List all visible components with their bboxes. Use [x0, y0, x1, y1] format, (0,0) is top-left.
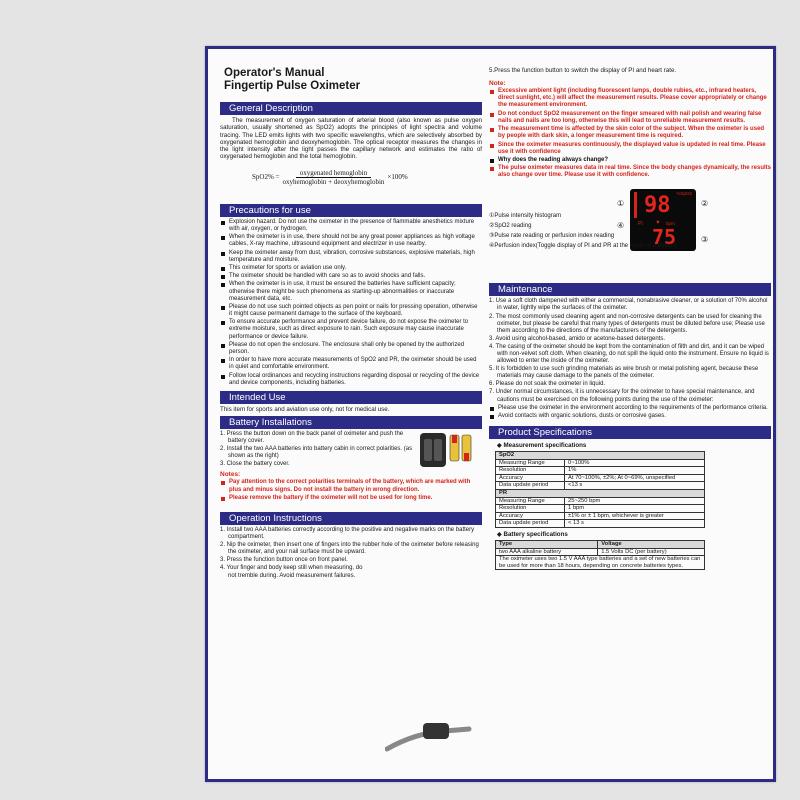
- pr-value: 75: [652, 225, 677, 250]
- table-row: [496, 467, 705, 475]
- table-cell: Data update period: [496, 482, 565, 490]
- table-cell: ±1% or ± 1 bpm, whichever is greater: [564, 512, 704, 520]
- title-line-1: Operator's Manual: [224, 67, 325, 79]
- list-item: The oximeter should be handled with care so as to avoid shocks and falls.: [220, 273, 482, 280]
- legend-item: ③Pulse rate reading or perfusion index reading: [489, 233, 615, 240]
- marker-4: ④: [617, 221, 625, 231]
- list-item: Do not conduct SpO2 measurement on the finger smeared with nail polish and wearing false nails and nails are too long, otherwise this will lead to unreliable measurement results.: [489, 111, 771, 125]
- table-cell: 25~250 bpm: [564, 497, 704, 505]
- list-item: The pulse oximeter measures data in real time. Since the body changes dynamically, the results also change over time. Please use it with confidence.: [489, 165, 771, 179]
- battery-steps: [220, 431, 416, 469]
- table-cell: Measuring Range: [496, 497, 565, 505]
- step5-text: 5.Press the function button to switch the display of PI and heart rate.: [489, 67, 677, 74]
- list-item: Please use the oximeter in the environment according to the requirements of the performance criteria.: [489, 405, 771, 412]
- list-item: 1. Press the button down on the back panel of oximeter and push the battery cover.: [220, 431, 404, 445]
- table-row: [496, 452, 705, 460]
- table-row: [496, 490, 705, 498]
- legend-item: ②SpO2 reading: [489, 223, 532, 230]
- operation-steps: [220, 527, 482, 580]
- maintenance-list: [489, 298, 771, 403]
- legend-item: ④Perfusion index(Toggle display of PI and PR at the touch of a button): [489, 243, 677, 250]
- table-cell: Resolution: [496, 467, 565, 475]
- list-item: 3. Press the function button once on front panel.: [220, 557, 348, 564]
- marker-3: ③: [701, 235, 709, 245]
- marker-2: ②: [701, 199, 709, 209]
- maintenance-bullets: [489, 405, 771, 420]
- formula-mult: ×100%: [387, 173, 408, 182]
- list-item: Since the oximeter measures continuously, the displayed value is updated in real time. Please use it with confidence: [489, 142, 771, 156]
- list-item: Follow local ordinances and recycling instructions regarding disposal or recycling of the device and device components, including batteries.: [220, 373, 482, 387]
- formula-fraction: [282, 169, 384, 186]
- list-item: Why does the reading always change?: [489, 157, 771, 164]
- table-row: [496, 459, 705, 467]
- table-cell: 1%: [564, 467, 704, 475]
- spo2-tag: %SpO2: [676, 191, 692, 197]
- list-item: The measurement time is affected by the skin color of the subject. When the oximeter is used by people with dark skin, a longer measurement time is required.: [489, 126, 771, 140]
- battery-heading: Battery Installations: [220, 416, 482, 429]
- table-cell: 0~100%: [564, 459, 704, 467]
- spo2-value: 98: [644, 193, 671, 219]
- formula-denominator: oxyhemoglobin + deoxyhemoglobin: [282, 177, 385, 186]
- list-item: Explosion hazard. Do not use the oximeter in the presence of flammable anesthetics mixture with air, oxygen, or hydrogen.: [220, 219, 482, 233]
- heart-icon: ♥: [656, 220, 660, 227]
- meas-spec-label: ◆ Measurement specifications: [497, 442, 771, 449]
- manual-page: [205, 46, 776, 782]
- table-row: [496, 482, 705, 490]
- list-item: 3. Avoid using alcohol-based, amido or acetone-based detergents.: [489, 335, 666, 342]
- finger-oximeter-illustration: [385, 719, 475, 755]
- right-column: [489, 49, 771, 570]
- list-item: 7. Under normal circumstances, it is unnecessary for the oximeter to have special maintenance, and cautions must be exercised on the following points during the use of the oximeter:: [489, 389, 755, 403]
- list-item: Please do not use such pointed objects as pen point or nails for pressing operation, otherwise it might cause permanent damage to the surface of the keyboard.: [220, 304, 482, 318]
- list-item: 1. Use a soft cloth dampened with either a commercial, nonabrasive cleaner, or a solution of 70% alcohol in water, lightly wipe the surfaces of the oximeter.: [489, 298, 768, 312]
- battery-body: [220, 431, 482, 469]
- specs-section: [489, 426, 771, 570]
- formula-numerator: oxygenated hemoglobin: [296, 169, 371, 178]
- precautions-heading: Precautions for use: [220, 204, 482, 217]
- general-section: [220, 102, 482, 186]
- table-row: [496, 540, 705, 548]
- list-item: 5. It is forbidden to use such grinding materials as wire brush or metal polishing agent, because these materials may cause damage to the panels of the oximeter.: [489, 366, 759, 380]
- precautions-section: [220, 204, 482, 387]
- table-cell: Data update period: [496, 520, 565, 528]
- battery-notes: [220, 479, 482, 501]
- general-text: The measurement of oxygen saturation of arterial blood (also known as pulse oxygen saturation, usually shortened as SpO2) adopts the principles of light spectra and volume tracing. The LED emits lights with two specific wavelengths, which are selectively absorbed by oxygenated hemoglobin and deoxyhemoglobin. The optical receptor measures the changes in the light intensity after the light passes the capillary network and estimates the ratio of oxygenated hemoglobin and the total hemoglobin.: [220, 117, 482, 161]
- table-cell: Measuring Range: [496, 459, 565, 467]
- list-item: When the oximeter is in use, there should not be any great power appliances as high voltage cables, X-ray machine, ultrasound equipment and electrizer in use nearby.: [220, 234, 482, 248]
- list-item: 2. The most commonly used cleaning agent and non-corrosive detergents can be used for cleaning the oximeter, but please be careful that many types of detergents must be diluted before use; Please use them according to the directions of the manufacturers of the detergents.: [489, 313, 765, 334]
- table-cell: <13 s: [564, 482, 704, 490]
- list-item: In order to have more accurate measurements of SpO2 and PR, the oximeter should be used in quiet and comfortable environment.: [220, 357, 482, 371]
- table-cell: 1.5 Volts DC (per battery): [598, 548, 705, 556]
- table-cell: < 13 s: [564, 520, 704, 528]
- formula-lhs: SpO2% =: [252, 173, 280, 182]
- table-row: [496, 474, 705, 482]
- intended-heading: Intended Use: [220, 391, 482, 404]
- list-item: Excessive ambient light (including fluorescent lamps, double rubies, etc., infrared heaters, direct sunlight, etc.) will affect the measurement results. Please cover appropriately or change the measurement environment.: [489, 88, 771, 109]
- list-item: Avoid contacts with organic solutions, dusts or corrosive gases.: [489, 413, 771, 420]
- list-item: 4. The casing of the oximeter should be kept from the contamination of filth and dirt, and it can be wiped with non-velvet soft cloth. When cleaning, do not spill the liquid onto the instrument. Ensure no liquid is allowed to enter the inside of the oximeter.: [489, 343, 769, 365]
- measurement-table: [495, 451, 705, 528]
- battery-table: [495, 540, 705, 570]
- list-item: 1. Install two AAA batteries correctly according to the positive and negative marks on the battery compartment.: [220, 526, 475, 541]
- table-cell: two AAA alkaline battery: [496, 548, 598, 556]
- table-cell: The oximeter uses two 1.5 V AAA type batteries and a set of new batteries can be used for more than 18 hours, depending on concrete batteries types.: [496, 556, 705, 570]
- list-item: To ensure accurate performance and prevent device failure, do not expose the oximeter to extreme moisture, such as direct exposure to rain. Such exposure may cause inaccurate performance or device failure.: [220, 319, 482, 340]
- specs-heading: Product Specifications: [489, 426, 771, 439]
- battery-illustration: [416, 431, 476, 467]
- battery-cabin-icon: [416, 431, 476, 469]
- battery-notes-label: Notes:: [220, 471, 241, 479]
- table-cell: Accuracy: [496, 474, 565, 482]
- table-row: [496, 497, 705, 505]
- table-header: Type: [496, 540, 598, 548]
- operation-section: [220, 512, 482, 580]
- operation-heading: Operation Instructions: [220, 512, 482, 525]
- list-item: 3. Close the battery cover.: [220, 461, 290, 468]
- pr-unit: bpm: [666, 221, 675, 227]
- maintenance-section: [489, 283, 771, 420]
- table-row: [496, 520, 705, 528]
- table-cell: Resolution: [496, 505, 565, 513]
- list-item: 4. Your finger and body keep still when measuring, do not tremble during. Avoid measurement failures.: [220, 565, 363, 579]
- left-column: [220, 49, 482, 581]
- list-item: Pay attention to the correct polarities terminals of the battery, which are marked with plus and minus signs. Do not install the battery in wrong direction.: [220, 479, 482, 493]
- list-item: Please remove the battery if the oximeter will not be used for long time.: [220, 495, 482, 502]
- precautions-list: [220, 219, 482, 387]
- table-cell: Accuracy: [496, 512, 565, 520]
- list-item: Please do not open the enclosure. The enclosure shall only be opened by the authorized person.: [220, 342, 482, 356]
- marker-1: ①: [617, 199, 625, 209]
- title-line-2: Fingertip Pulse Oximeter: [224, 80, 361, 92]
- table-header: PR: [496, 490, 705, 498]
- note-label: Note:: [489, 80, 506, 88]
- list-item: 2. Install the two AAA batteries into battery cabin in correct polarities. (as shown as the right): [220, 446, 413, 460]
- maintenance-heading: Maintenance: [489, 283, 771, 296]
- list-item: 6. Please do not soak the oximeter in liquid.: [489, 381, 606, 388]
- table-row: [496, 548, 705, 556]
- table-cell: 1 bpm: [564, 505, 704, 513]
- battery-section: [220, 416, 482, 502]
- battery-spec-label: ◆ Battery specifications: [497, 531, 771, 538]
- table-row: [496, 505, 705, 513]
- table-header: SpO2: [496, 452, 705, 460]
- table-row: [496, 512, 705, 520]
- pi-tag: PI: [638, 221, 643, 228]
- legend-item: ①Pulse intensity histogram: [489, 213, 562, 220]
- list-item: Keep the oximeter away from dust, vibration, corrosive substances, explosive materials, high temperature and moisture.: [220, 250, 482, 264]
- right-notes: [489, 88, 771, 179]
- display-diagram: [489, 187, 771, 269]
- general-heading: General Description: [220, 102, 482, 115]
- list-item: This oximeter for sports or aviation use only.: [220, 265, 482, 272]
- intended-section: [220, 391, 482, 413]
- table-cell: At 70~100%, ±2%; At 0~69%, unspecified: [564, 474, 704, 482]
- table-row: [496, 556, 705, 570]
- table-header: Voltage: [598, 540, 705, 548]
- list-item: 2. Nip the oximeter, then insert one of fingers into the rubber hole of the oximeter before releasing the oximeter, and your nail surface must be upward.: [220, 542, 479, 556]
- intended-text: This item for sports and aviation use only, not for medical use.: [220, 405, 390, 413]
- spo2-formula: [252, 169, 482, 186]
- list-item: When the oximeter is in use, it must be ensured the batteries have sufficient capacity; otherwise there might be such phenomena as starting-up abnormalities or inaccurate measurement data, etc.: [220, 281, 482, 302]
- manual-title: [224, 67, 482, 93]
